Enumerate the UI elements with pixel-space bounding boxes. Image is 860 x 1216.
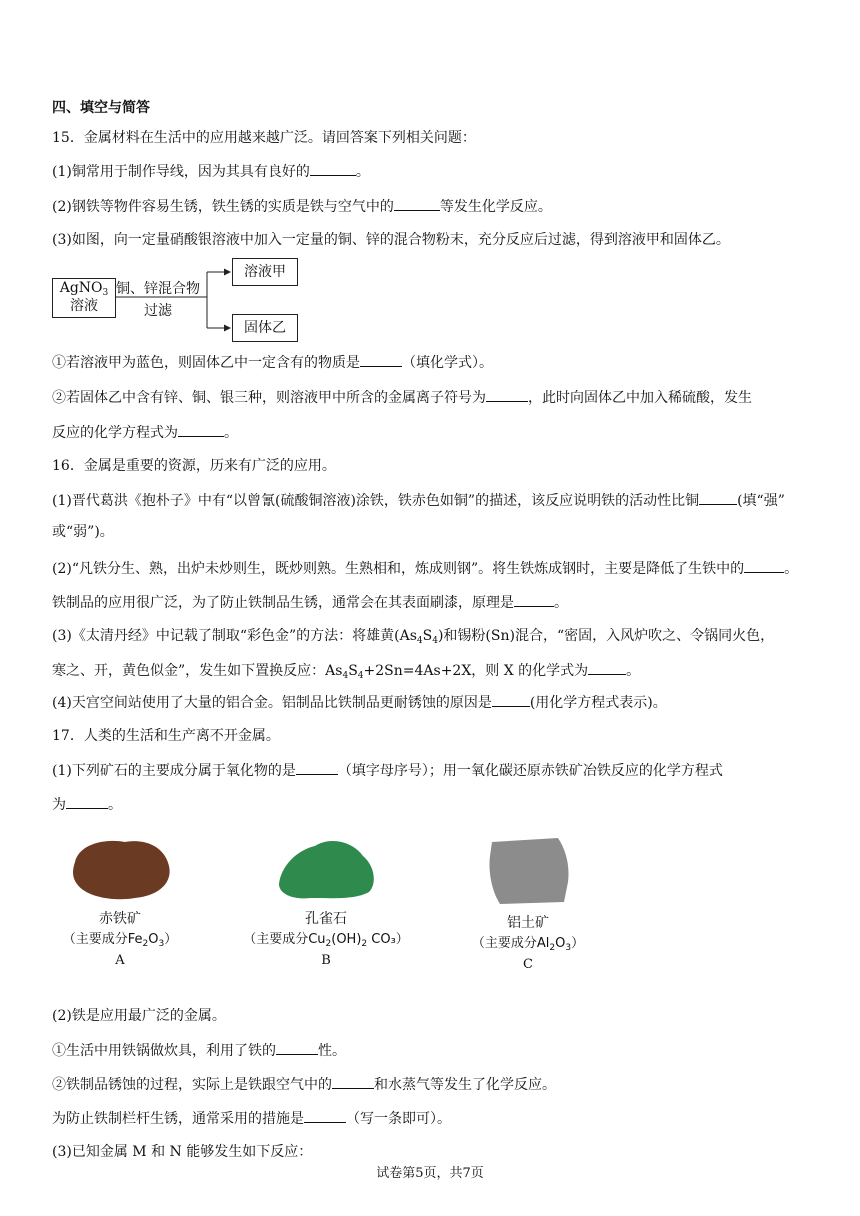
- q15-part3: (3)如图，向一定量硝酸银溶液中加入一定量的铜、锌的混合物粉末，充分反应后过滤，得到溶液甲和固体乙。: [52, 232, 730, 248]
- q17-case1-text: ①生活中用铁锅做炊具，利用了铁的: [52, 1043, 276, 1059]
- q16-stem: 16．金属是重要的资源，历来有广泛的应用。: [52, 458, 336, 474]
- q17-case2-text: ②铁制品锈蚀的过程，实际上是铁跟空气中的: [52, 1077, 332, 1093]
- mineral-c-name: 铝土矿: [507, 915, 549, 931]
- q17-case2-end: 和水蒸气等发生了化学反应。: [374, 1077, 556, 1093]
- answer-blank: [588, 660, 626, 675]
- answer-blank: [514, 592, 554, 607]
- q17-case2: [52, 1074, 556, 1095]
- hematite-shape: [73, 841, 170, 899]
- mineral-c-comp: （主要成分$Al_2O_3$）: [471, 936, 585, 953]
- q17-case3: [52, 1108, 451, 1129]
- answer-blank: [492, 692, 530, 707]
- q15-case2-end: 。: [224, 425, 238, 441]
- q15-case2-text: ②若固体乙中含有锌、铜、银三种，则溶液甲中所含的金属离子符号为: [52, 390, 486, 406]
- q16-part2-text: (2)“凡铁分生、熟，出炉未炒则生，既炒则熟。生熟相和，炼成则钢”。将生铁炼成钢时，主要是降低了生铁中的: [52, 561, 745, 577]
- answer-blank: [744, 558, 784, 573]
- section-title: 四、填空与简答: [52, 100, 150, 116]
- q17-part1-end: 。: [108, 797, 122, 813]
- answer-blank: [66, 794, 108, 809]
- mineral-b-name: 孔雀石: [305, 911, 347, 927]
- answer-blank: [332, 1074, 374, 1089]
- q17-part1-cont-text: 为: [52, 797, 66, 813]
- malachite-shape: [279, 841, 374, 898]
- malachite-image: [271, 832, 381, 904]
- q16-part2-cont-end: 。: [554, 595, 568, 611]
- q15-case2-cont: [52, 422, 238, 443]
- q15-case1: [52, 352, 493, 373]
- q15-part2-end: 等发生化学反应。: [439, 199, 552, 215]
- mineral-c: [448, 832, 608, 972]
- solution-jia-box: 溶液甲: [232, 258, 298, 286]
- q15-stem: 15．金属材料在生活中的应用越来越广泛。请回答案下列相关问题：: [52, 130, 476, 146]
- mineral-a-comp: （主要成分$Fe_2O_3$）: [62, 932, 178, 949]
- q17-part1: [52, 760, 723, 781]
- answer-blank: [276, 1040, 318, 1055]
- solid-yi-box: 固体乙: [232, 314, 298, 342]
- q17-case1: [52, 1040, 346, 1061]
- mineral-b: [226, 832, 426, 968]
- answer-blank: [178, 422, 224, 437]
- q15-part1-end: 。: [355, 164, 370, 180]
- mineral-b-letter: B: [321, 953, 331, 968]
- q15-case1-text: ①若溶液甲为蓝色，则固体乙中一定含有的物质是: [52, 355, 360, 371]
- q15-part2: [52, 196, 552, 217]
- q16-part2-cont: [52, 592, 568, 613]
- answer-blank: [699, 490, 737, 505]
- q16-part4-end: (用化学方程式表示)。: [529, 695, 667, 711]
- q17-stem: 17．人类的生活和生产离不开金属。: [52, 728, 280, 744]
- answer-blank: [296, 760, 338, 775]
- q16-part3-cont: 寒之、开，黄色似金”，发生如下置换反应：$As_4S_4+2Sn=4As+2X$，则 X 的化学式为 。: [52, 660, 640, 681]
- q17-case3-text: 为防止铁制栏杆生锈，通常采用的措施是: [52, 1111, 304, 1127]
- q15-part1: [52, 161, 370, 182]
- answer-blank: [360, 352, 402, 367]
- q16-part2-cont-text: 铁制品的应用很广泛，为了防止铁制品生锈，通常会在其表面刷漆，原理是: [52, 595, 514, 611]
- reagent-label: 铜、锌混合物: [116, 281, 200, 297]
- q16-part4-text: (4)天宫空间站使用了大量的铝合金。铝制品比铁制品更耐锈蚀的原因是: [52, 695, 492, 711]
- answer-blank: [486, 387, 528, 402]
- bauxite-image: [478, 832, 578, 908]
- agno3-label: 溶液: [70, 298, 98, 314]
- q16-part1-cont: 或“弱”)。: [52, 524, 114, 540]
- q16-part1: [52, 490, 785, 511]
- page-footer: 试卷第5页，共7页: [376, 1166, 484, 1181]
- mineral-a: [40, 832, 200, 968]
- q15-case1-end: （填化学式）。: [402, 355, 493, 371]
- operation-label: 过滤: [144, 303, 172, 319]
- mineral-c-letter: C: [523, 957, 533, 972]
- q16-part1-mid: (填“强”: [737, 493, 785, 509]
- bauxite-shape: [489, 838, 568, 904]
- q17-part1-mid: （填字母序号）；用一氧化碳还原赤铁矿冶铁反应的化学方程式: [337, 763, 723, 779]
- answer-blank: [304, 1108, 346, 1123]
- answer-blank: [310, 161, 356, 176]
- q17-part1-cont: [52, 794, 122, 815]
- q17-part1-text: (1)下列矿石的主要成分属于氧化物的是: [52, 763, 296, 779]
- q15-case2-cont-text: 反应的化学方程式为: [52, 425, 178, 441]
- mineral-a-letter: A: [115, 953, 125, 968]
- mineral-b-comp: （主要成分$Cu_2(OH)_2$ CO₃）: [243, 932, 409, 949]
- q15-case2-mid: ，此时向固体乙中加入稀硫酸，发生: [528, 390, 752, 406]
- q16-part3: (3)《太清丹经》中记载了制取“彩色金”的方法：将雄黄$(As_4S_4)$和锡粉(Sn)混合，“密固，入风炉吹之、令锅同火色，: [52, 628, 775, 646]
- q17-part2: (2)铁是应用最广泛的金属。: [52, 1008, 226, 1024]
- q16-part2-end: 。: [784, 561, 799, 577]
- q15-part2-text: (2)钢铁等物件容易生锈，铁生锈的实质是铁与空气中的: [52, 199, 394, 215]
- q17-part3: (3)已知金属 M 和 N 能够发生如下反应：: [52, 1144, 313, 1160]
- q15-part1-text: (1)铜常用于制作导线，因为其具有良好的: [52, 164, 310, 180]
- agno3-formula: AgNO$_3$: [59, 280, 109, 298]
- q16-part4: [52, 692, 667, 713]
- hematite-image: [65, 832, 175, 904]
- reaction-diagram: [52, 258, 312, 346]
- q15-case2: [52, 387, 752, 408]
- q16-part2: [52, 558, 798, 579]
- answer-blank: [394, 196, 440, 211]
- q17-case1-end: 性。: [318, 1043, 346, 1059]
- q16-part1-text: (1)晋代葛洪《抱朴子》中有“以曾氰(硫酸铜溶液)涂铁，铁赤色如铜”的描述，该反应说明铁的活动性比铜: [52, 493, 700, 509]
- mineral-a-name: 赤铁矿: [99, 911, 141, 927]
- q17-case3-end: （写一条即可）。: [346, 1111, 451, 1127]
